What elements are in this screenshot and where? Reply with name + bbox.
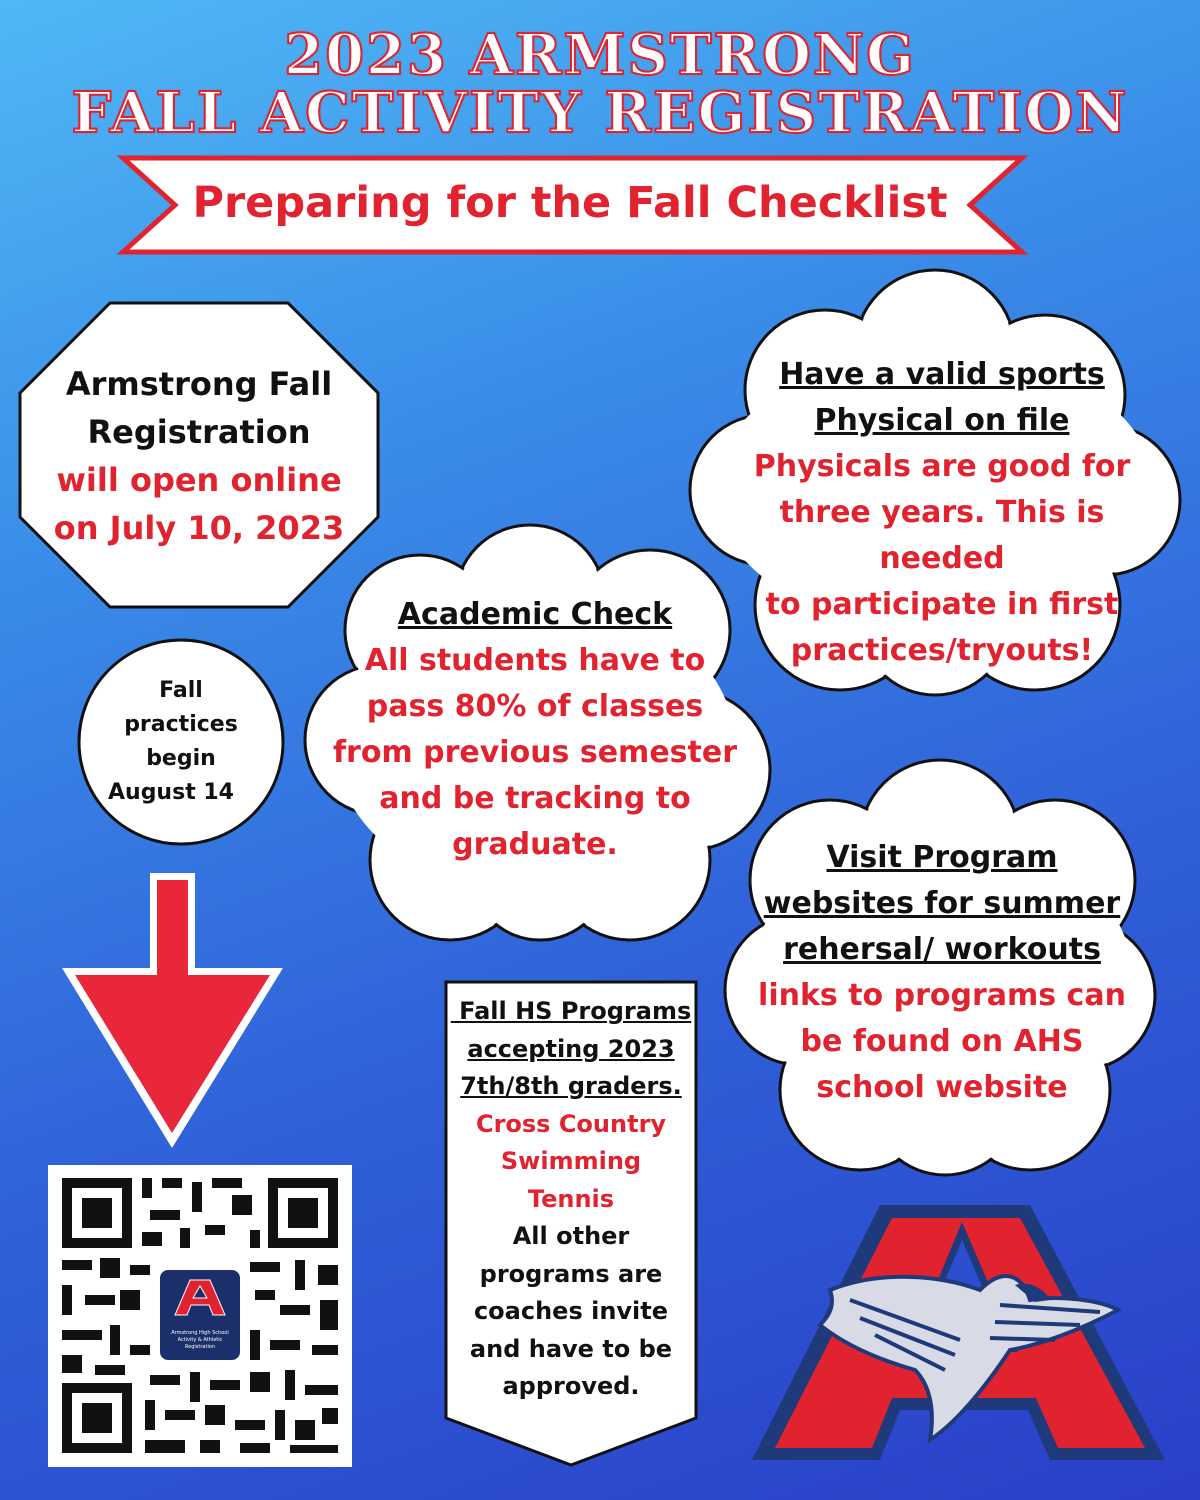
physical-body-3: to participate in first — [765, 587, 1119, 622]
programs-other-2: programs are — [479, 1259, 663, 1288]
registration-line-3: will open online — [56, 461, 342, 499]
programs-other-1: All other — [512, 1222, 630, 1250]
programs-item-tennis: Tennis — [527, 1184, 615, 1213]
programs-item-cross-country: Cross Country — [475, 1109, 667, 1138]
title-line-1: 2023 ARMSTRONG — [284, 22, 916, 88]
practices-line-2: practices — [124, 712, 238, 737]
qr-badge-line-1: Armstrong High School — [171, 1330, 229, 1336]
registration-line-2: Registration — [87, 413, 311, 451]
practices-text — [95, 674, 267, 810]
programs-heading-3: 7th/8th graders. — [460, 1072, 682, 1100]
practices-line-3: begin — [146, 746, 216, 771]
websites-text — [732, 835, 1152, 1111]
academic-body-4: and be tracking to — [379, 781, 691, 816]
programs-other-5: approved. — [502, 1372, 640, 1400]
physical-body-2: three years. This is needed — [779, 495, 1105, 576]
qr-badge-caption[interactable] — [160, 1330, 240, 1351]
practices-line-1: Fall — [159, 678, 203, 703]
programs-text — [446, 993, 696, 1406]
registration-text — [20, 360, 378, 552]
websites-heading-3: rehersal/ workouts — [783, 932, 1101, 967]
qr-badge-line-3: Registration — [184, 1344, 216, 1350]
title-line-2: FALL ACTIVITY REGISTRATION — [71, 80, 1129, 146]
websites-body-3: school website — [816, 1070, 1068, 1105]
programs-heading-2: accepting 2023 — [467, 1034, 675, 1063]
checklist-banner-title: Preparing for the Fall Checklist — [192, 178, 948, 228]
physical-heading-1: Have a valid sports — [779, 357, 1105, 392]
armstrong-falcon-logo — [752, 1205, 1165, 1460]
websites-heading-2: websites for summer — [763, 886, 1121, 921]
programs-other-4: and have to be — [469, 1334, 673, 1363]
websites-body-2: be found on AHS — [800, 1024, 1084, 1059]
academic-body-3: from previous semester — [332, 735, 738, 770]
physical-body-1: Physicals are good for — [753, 449, 1131, 484]
physical-body-4: practices/tryouts! — [790, 633, 1094, 668]
academic-body-2: pass 80% of classes — [366, 689, 704, 724]
websites-body-1: links to programs can — [758, 978, 1126, 1013]
programs-heading-1: Fall HS Programs — [450, 997, 692, 1025]
programs-item-swimming: Swimming — [500, 1147, 642, 1175]
academic-body-1: All students have to — [364, 643, 706, 678]
physical-heading-2: Physical on file — [814, 403, 1070, 438]
practices-line-4: August 14 — [108, 780, 234, 805]
registration-line-4: on July 10, 2023 — [53, 509, 345, 547]
registration-line-1: Armstrong Fall — [65, 365, 333, 403]
physical-text — [712, 352, 1172, 674]
websites-heading-1: Visit Program — [826, 840, 1058, 875]
qr-badge-line-2: Activity & Athletic — [177, 1337, 223, 1343]
programs-other-3: coaches invite — [473, 1297, 669, 1325]
academic-body-5: graduate. — [452, 827, 618, 862]
academic-heading: Academic Check — [397, 597, 673, 632]
academic-text — [320, 592, 750, 868]
